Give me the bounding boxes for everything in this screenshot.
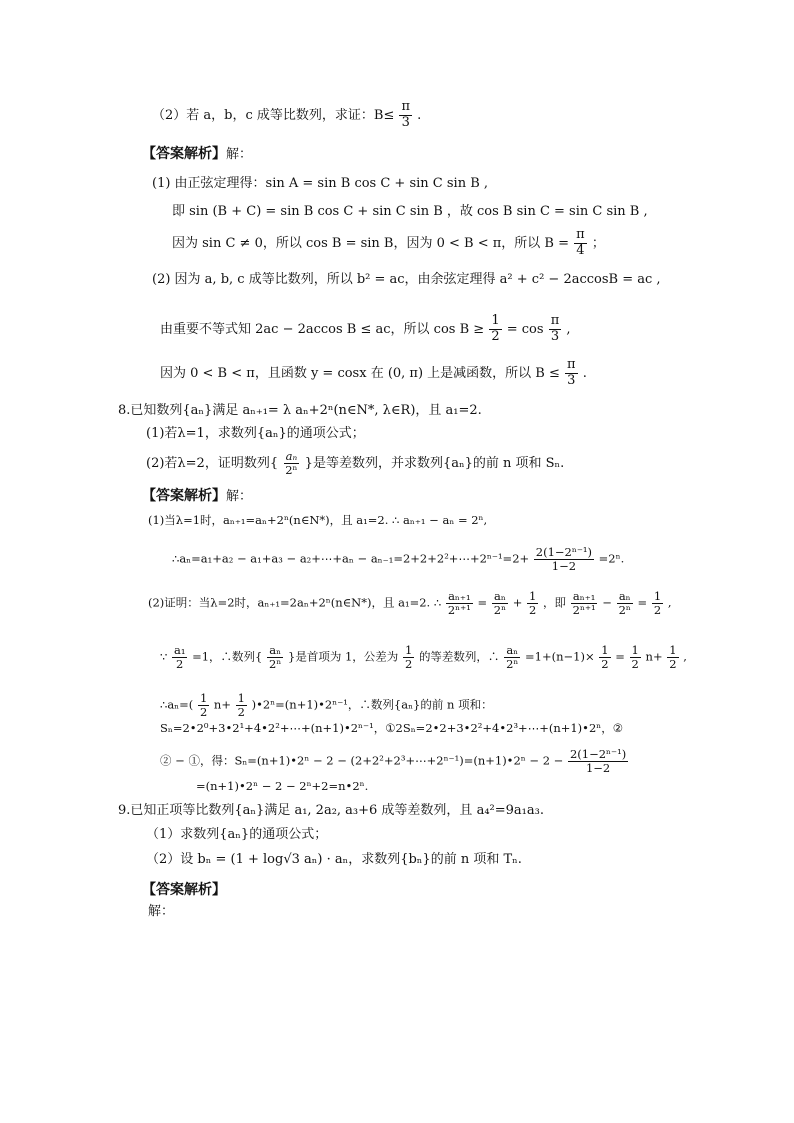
p7-sol-line-6: 因为 0 < B < π，且函数 y = cosx 在 (0, π) 上是减函数，所以 B ≤ $\frac{\pi}{3}$ . [160, 357, 587, 388]
p8-sol-2: ∴aₙ=a₁+a₂ − a₁+a₃ − a₂+⋯+aₙ − aₙ₋₁=2+2+2²+⋯+2ⁿ⁻¹=2+ $\frac{\text{2(1−2ⁿ⁻¹)}}{1-2}$ =2ⁿ. [172, 545, 625, 574]
p9-q2: （2）设 bₙ = (1 + log√3 aₙ) · aₙ，求数列{bₙ}的前 n 项和 Tₙ. [146, 852, 522, 867]
p7-part2: （2）若 a，b，c 成等比数列，求证：B≤ $\frac{\pi}{3}$ . [152, 99, 422, 130]
p8-sol-3: (2)证明：当λ=2时，aₙ₊₁=2aₙ+2ⁿ(n∈N*)，且 a₁=2. ∴ $\frac{\text{aₙ₊₁}}{\text{2ⁿ⁺¹}}$ = $\frac{\text{aₙ}}{\text{2ⁿ}}$ + $\frac{1}{2}$ ，即 $\frac{\text{aₙ₊₁}}{\text{2ⁿ⁺¹}}$ − $\frac{\text{aₙ}}{\text{2ⁿ}}$ = $\frac{1}{2}$ , [148, 589, 672, 618]
answer-jie: 解： [148, 904, 175, 919]
p7-sol-line-1: (1) 由正弦定理得：sin A = sin B cos C + sin C sin B , [152, 176, 489, 191]
p8-q1: (1)若λ=1，求数列{aₙ}的通项公式； [146, 426, 365, 441]
answer-header: 【答案解析】 [142, 882, 226, 898]
p9-q1: （1）求数列{aₙ}的通项公式； [146, 827, 328, 842]
p8-sol-1: (1)当λ=1时，aₙ₊₁=aₙ+2ⁿ(n∈N*)，且 a₁=2. ∴ aₙ₊₁ − aₙ = 2ⁿ, [148, 513, 488, 527]
answer-header: 【答案解析】解： [142, 488, 253, 504]
p8-stem: 8.已知数列{aₙ}满足 aₙ₊₁= λ aₙ+2ⁿ(n∈N*, λ∈R)，且 a₁=2. [118, 403, 482, 418]
p7-sol-line-5: 由重要不等式知 2ac − 2accos B ≤ ac，所以 cos B ≥ $\frac{1}{2}$ = cos $\frac{\pi}{3}$ , [160, 313, 571, 344]
p7-sol-line-3: 因为 sin C ≠ 0，所以 cos B = sin B，因为 0 < B < π，所以 B = $\frac{\pi}{4}$ ； [172, 227, 605, 258]
p8-sol-5: ∴aₙ=( $\frac{1}{2}$ n+ $\frac{1}{2}$ )•2ⁿ=(n+1)•2ⁿ⁻¹，∴数列{aₙ}的前 n 项和： [160, 691, 493, 720]
p8-sol-4: ∵ $\frac{\text{a₁}}{2}$ =1，∴数列{ $\frac{\text{aₙ}}{\text{2ⁿ}}$ }是首项为 1，公差为 $\frac{1}{2}$ 的等差数列，∴ $\frac{\text{aₙ}}{\text{2ⁿ}}$ =1+(n−1)× $\frac{1}{2}$ = $\frac{1}{2}$ n+ $\frac{1}{2}$ , [160, 643, 687, 672]
p8-sol-8: =(n+1)•2ⁿ − 2 − 2ⁿ+2=n•2ⁿ. [196, 779, 369, 793]
p9-stem: 9.已知正项等比数列{aₙ}满足 a₁, 2a₂, a₃+6 成等差数列，且 a₄²=9a₁a₃. [118, 803, 544, 818]
p8-sol-7: ② − ①，得：Sₙ=(n+1)•2ⁿ − 2 − (2+2²+2³+⋯+2ⁿ⁻¹)=(n+1)•2ⁿ − 2 − $\frac{\text{2(1−2ⁿ⁻¹)}}{1-2}$ [160, 747, 627, 776]
p7-sol-line-4: (2) 因为 a, b, c 成等比数列，所以 b² = ac，由余弦定理得 a² + c² − 2accosB = ac , [152, 272, 661, 287]
p8-sol-6: Sₙ=2•2⁰+3•2¹+4•2²+⋯+(n+1)•2ⁿ⁻¹，①2Sₙ=2•2+3•2²+4•2³+⋯+(n+1)•2ⁿ，② [160, 721, 624, 735]
p7-sol-line-2: 即 sin (B + C) = sin B cos C + sin C sin B ，故 cos B sin C = sin C sin B , [172, 204, 648, 219]
fraction: $\frac{\pi}{3}$ [401, 99, 411, 130]
answer-header: 【答案解析】解： [142, 146, 253, 162]
p8-q2: (2)若λ=2，证明数列{ $\frac{\text{aₙ}}{\text{2ⁿ}}$ }是等差数列，并求数列{aₙ}的前 n 项和 Sₙ. [146, 449, 565, 478]
